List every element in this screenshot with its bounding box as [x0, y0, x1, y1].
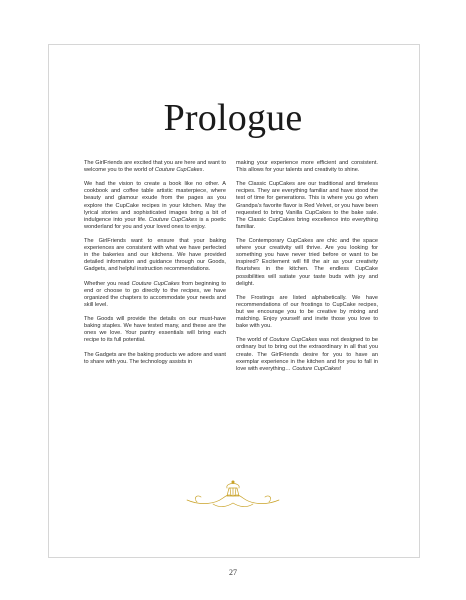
paragraph: We had the vision to create a book like no other. A cookbook and coffee table artistic masterpiece, where beauty and glamour exude from the pages as you explore the CupCake recipes in your kitchen. May the lyrical stories and sophisticated images bring a bit of indulgence into your life. Couture CupCakes is a poetic wonderland for you and your loved ones to enjoy.	[84, 181, 226, 230]
page-number: 27	[229, 568, 237, 577]
paragraph: The Contemporary CupCakes are chic and the space where your creativity will thrive. Are you looking for something you have never tried before or want to be inspired? Excitement will fill the air as your creativity flourishes in the kitchen. The endless CupCake possibilities will satiate your taste buds with joy and delight.	[236, 238, 378, 287]
paragraph: Whether you read Couture CupCakes from beginning to end or choose to go directly to the recipes, we have organized the chapters to accommodate your needs and skill level.	[84, 280, 226, 308]
paragraph: The Frostings are listed alphabetically. We have recommendations of our frostings to CupCake recipes, but we encourage you to be creative by mixing and matching. Enjoy yourself and invite those you love to bake with you.	[236, 294, 378, 330]
paragraph: The Goods will provide the details on our must-have baking staples. We have tested many, and these are the ones we love. Your pantry essentials will bring each recipe to its full potential.	[84, 316, 226, 344]
paragraph: The Classic CupCakes are our traditional and timeless recipes. They are everything familiar and have stood the test of time for generations. This is where you go when Grandpa's favorite flavor is Red Velvet, or you have been requested to bring Vanilla CupCakes to the bake sale. The Classic CupCakes bring excellence into everything familiar.	[236, 181, 378, 230]
paragraph: The Gadgets are the baking products we adore and want to share with you. The technology assists in	[84, 351, 226, 365]
page-title: Prologue	[163, 97, 303, 139]
paragraph: The GirlFriends are excited that you are here and want to welcome you to the world of Couture CupCakes.	[84, 160, 226, 174]
left-column	[84, 160, 226, 366]
right-column	[236, 160, 378, 373]
paragraph: The GirlFriends want to ensure that your baking experiences are consistent with what we have perfected in the bakeries and our kitchens. We have provided detailed information and guidance through our Goods, Gadgets, and helpful instruction recommendations.	[84, 238, 226, 273]
paragraph: The world of Couture CupCakes was not designed to be ordinary but to bring out the extraordinary in all that you create. The GirlFriends desire for you to have an exemplar experience in the kitchen and for you to fall in love with everything… Couture CupCakes!	[236, 337, 378, 372]
gold-cupcake-flourish-icon	[183, 478, 283, 510]
paragraph: making your experience more efficient and consistent. This allows for your talents and creativity to shine.	[236, 160, 378, 174]
